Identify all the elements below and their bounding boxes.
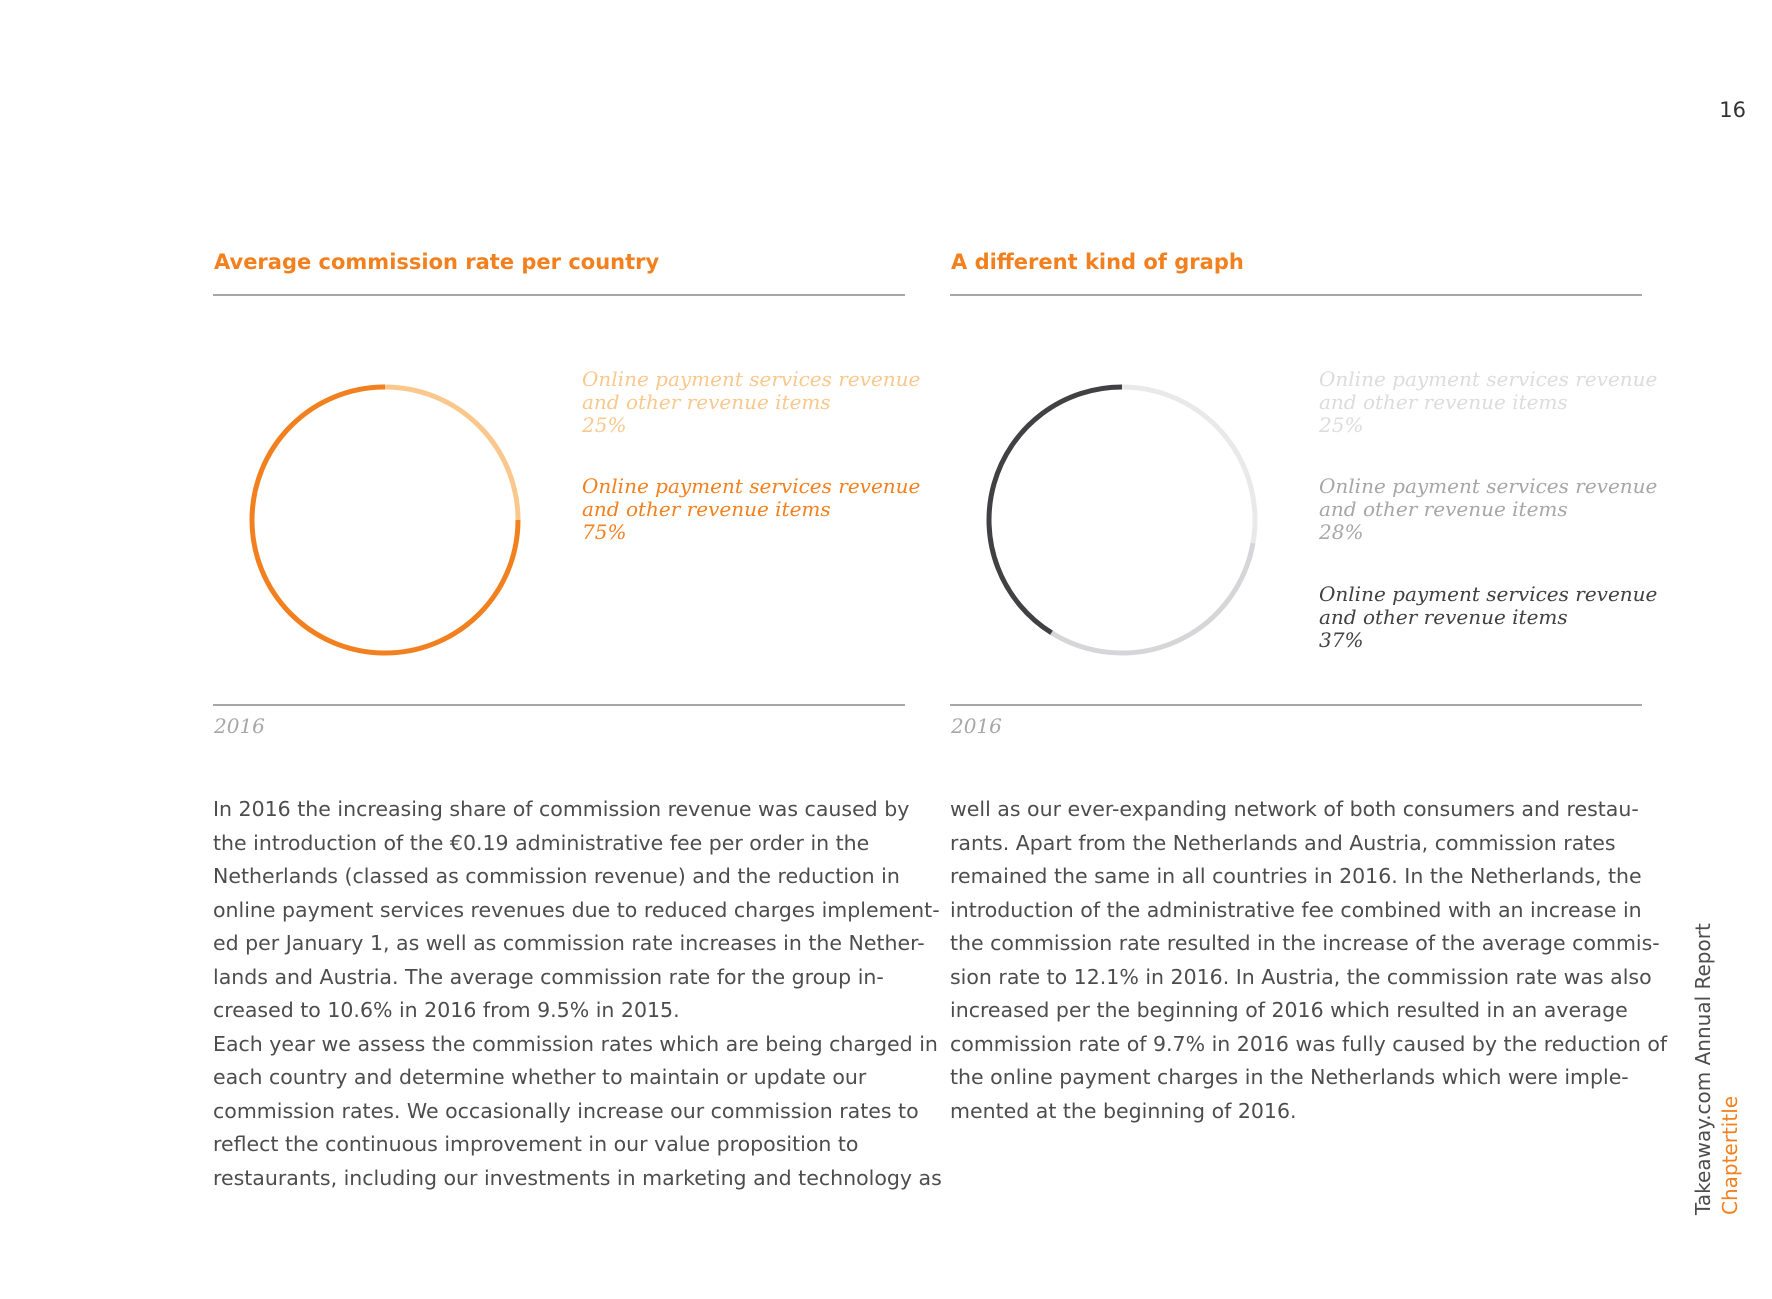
chart-panel-commission — [213, 250, 921, 760]
legend-label-line1: Online payment services revenue — [1319, 474, 1658, 498]
donut-slice-1 — [1122, 387, 1255, 543]
chapter-title: Chaptertitle — [1718, 1095, 1742, 1215]
donut-slice-1 — [385, 387, 518, 520]
legend-label-line2: and other revenue items — [582, 390, 831, 414]
text-line: In 2016 the increasing share of commission revenue was caused by — [213, 797, 910, 821]
text-line: ed per January 1, as well as commission rate increases in the Nether- — [213, 931, 925, 955]
donut-chart — [235, 370, 535, 670]
legend-label-line2: and other revenue items — [1319, 390, 1568, 414]
report-title: Takeaway.com Annual Report — [1691, 923, 1715, 1215]
body-text-right — [950, 793, 1668, 1128]
legend-item — [1319, 475, 1657, 544]
text-line: increased per the beginning of 2016 which resulted in an average — [950, 998, 1628, 1022]
legend-item — [1319, 368, 1657, 437]
legend-label-line1: Online payment services revenue — [582, 367, 921, 391]
text-line: lands and Austria. The average commission rate for the group in- — [213, 964, 884, 989]
text-line: mented at the beginning of 2016. — [950, 1098, 1297, 1123]
text-line: rants. Apart from the Netherlands and Austria, commission rates — [950, 830, 1616, 855]
legend-percentage: 75% — [582, 520, 627, 544]
chart-year: 2016 — [214, 714, 265, 738]
legend-label-line2: and other revenue items — [582, 497, 831, 521]
text-line: the introduction of the €0.19 administrative fee per order in the — [213, 830, 870, 855]
text-line: reflect the continuous improvement in our value proposition to — [213, 1132, 859, 1156]
donut-chart — [972, 370, 1272, 670]
divider — [213, 294, 905, 296]
text-line: creased to 10.6% in 2016 from 9.5% in 2015. — [213, 998, 680, 1022]
text-line: the online payment charges in the Netherlands which were imple- — [950, 1065, 1629, 1089]
legend-item — [1319, 583, 1657, 652]
divider — [213, 704, 905, 706]
legend-item — [582, 368, 920, 437]
text-line: well as our ever-expanding network of both consumers and restau- — [950, 797, 1639, 821]
text-line: sion rate to 12.1% in 2016. In Austria, the commission rate was also — [950, 964, 1652, 989]
legend-item — [582, 475, 920, 544]
page-number: 16 — [1719, 98, 1746, 122]
text-line: the commission rate resulted in the increase of the average commis- — [950, 931, 1660, 955]
legend-percentage: 25% — [582, 413, 627, 437]
legend-label-line1: Online payment services revenue — [582, 474, 921, 498]
chart-year: 2016 — [951, 714, 1002, 738]
legend-label-line2: and other revenue items — [1319, 497, 1568, 521]
text-line: commission rates. We occasionally increase our commission rates to — [213, 1098, 919, 1123]
text-line: commission rate of 9.7% in 2016 was fully caused by the reduction of — [950, 1031, 1668, 1056]
legend-label-line2: and other revenue items — [1319, 605, 1568, 629]
chart-title: Average commission rate per country — [214, 250, 660, 274]
legend-percentage: 28% — [1319, 520, 1364, 544]
donut-slice-2 — [1052, 543, 1253, 653]
text-line: Netherlands (classed as commission revenue) and the reduction in — [213, 864, 900, 888]
legend-label-line1: Online payment services revenue — [1319, 582, 1658, 606]
legend-label-line1: Online payment services revenue — [1319, 367, 1658, 391]
chart-title: A different kind of graph — [951, 250, 1244, 274]
chart-panel-different — [950, 250, 1658, 760]
divider — [950, 704, 1642, 706]
legend-percentage: 37% — [1319, 628, 1364, 652]
divider — [950, 294, 1642, 296]
text-line: introduction of the administrative fee combined with an increase in — [950, 897, 1642, 922]
paragraph — [213, 793, 942, 1195]
paragraph — [950, 793, 1668, 1128]
body-text-left — [213, 793, 942, 1195]
text-line: online payment services revenues due to reduced charges implement- — [213, 897, 940, 922]
text-line: each country and determine whether to maintain or update our — [213, 1065, 867, 1089]
running-footer — [1690, 923, 1744, 1215]
text-line: Each year we assess the commission rates which are being charged in — [213, 1031, 938, 1056]
donut-slice-3 — [989, 387, 1122, 633]
text-line: remained the same in all countries in 2016. In the Netherlands, the — [950, 864, 1642, 888]
legend-percentage: 25% — [1319, 413, 1364, 437]
text-line: restaurants, including our investments in marketing and technology as — [213, 1165, 942, 1190]
